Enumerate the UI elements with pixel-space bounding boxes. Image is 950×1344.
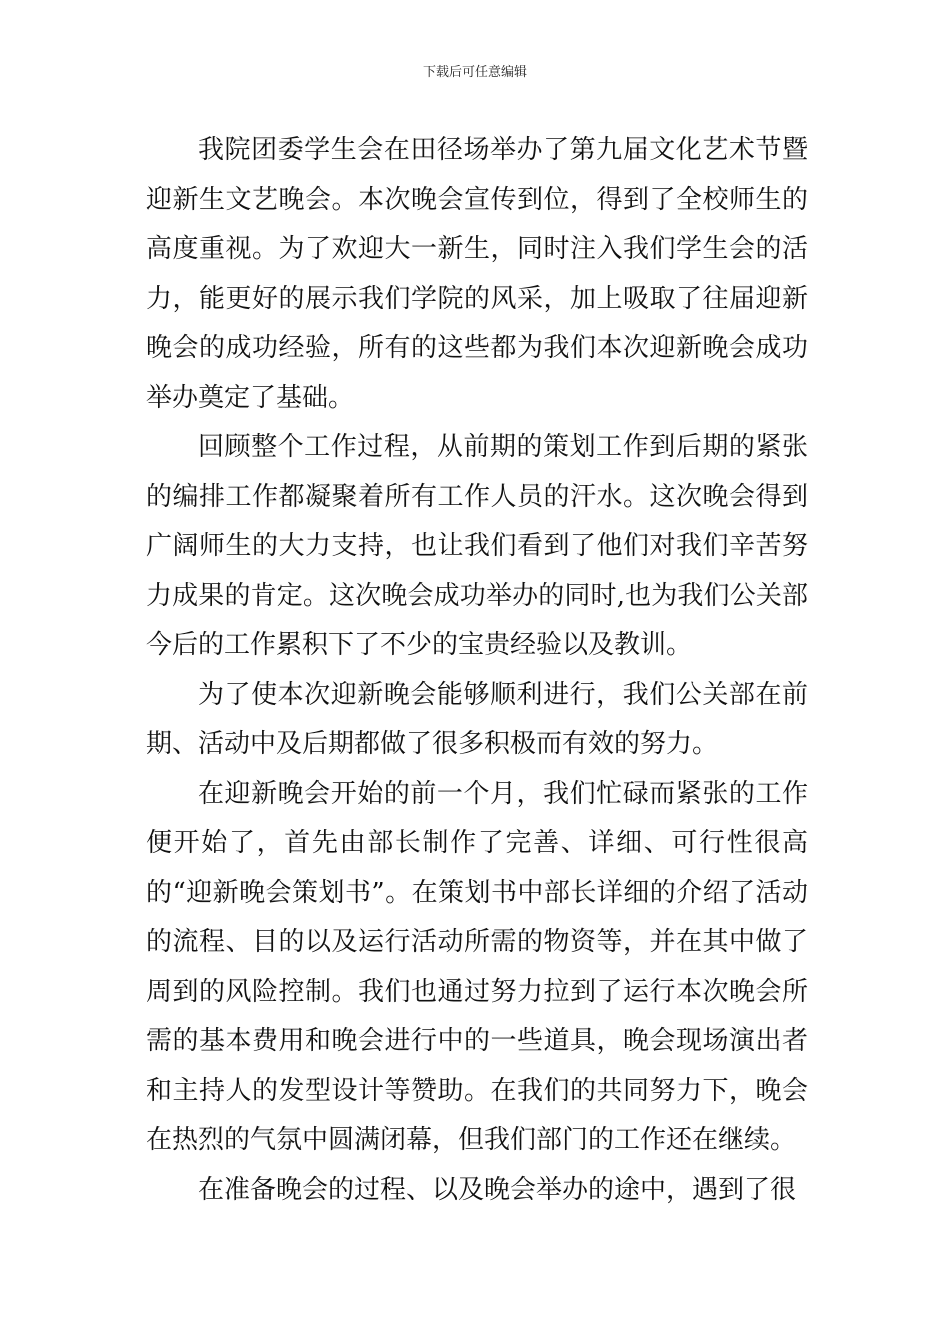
- page-header: 下载后可任意编辑: [422, 65, 527, 80]
- paragraph-4: 在迎新晚会开始的前一个月，我们忙碌而紧张的工作便开始了，首先由部长制作了完善、详细、可行性很高的“迎新晚会策划书”。在策划书中部长详细的介绍了活动的流程、目的以及运行活动所需的物资等，并在其中做了周到的风险控制。我们也通过努力拉到了运行本次晚会所需的基本费用和晚会进行中的一些道具，晚会现场演出者和主持人的发型设计等赞助。在我们的共同努力下，晚会在热烈的气氛中圆满闭幕，但我们部门的工作还在继续。: [146, 778, 808, 1155]
- paragraph-5: 在准备晚会的过程、以及晚会举办的途中，遇到了很: [198, 1174, 797, 1205]
- paragraph-3: 为了使本次迎新晚会能够顺利进行，我们公关部在前期、活动中及后期都做了很多积极而有效的努力。: [146, 679, 808, 759]
- paragraph-2: 回顾整个工作过程，从前期的策划工作到后期的紧张的编排工作都凝聚着所有工作人员的汗水。这次晚会得到广阔师生的大力支持，也让我们看到了他们对我们辛苦努力成果的肯定。这次晚会成功举办的同时,也为我们公关部今后的工作累积下了不少的宝贵经验以及教训。: [146, 432, 808, 660]
- paragraph-1: 我院团委学生会在田径场举办了第九届文化艺术节暨迎新生文艺晚会。本次晚会宣传到位，得到了全校师生的高度重视。为了欢迎大一新生，同时注入我们学生会的活力，能更好的展示我们学院的风采，加上吸取了往届迎新晚会的成功经验，所有的这些都为我们本次迎新晚会成功举办奠定了基础。: [146, 135, 808, 413]
- document-body: [146, 126, 808, 1215]
